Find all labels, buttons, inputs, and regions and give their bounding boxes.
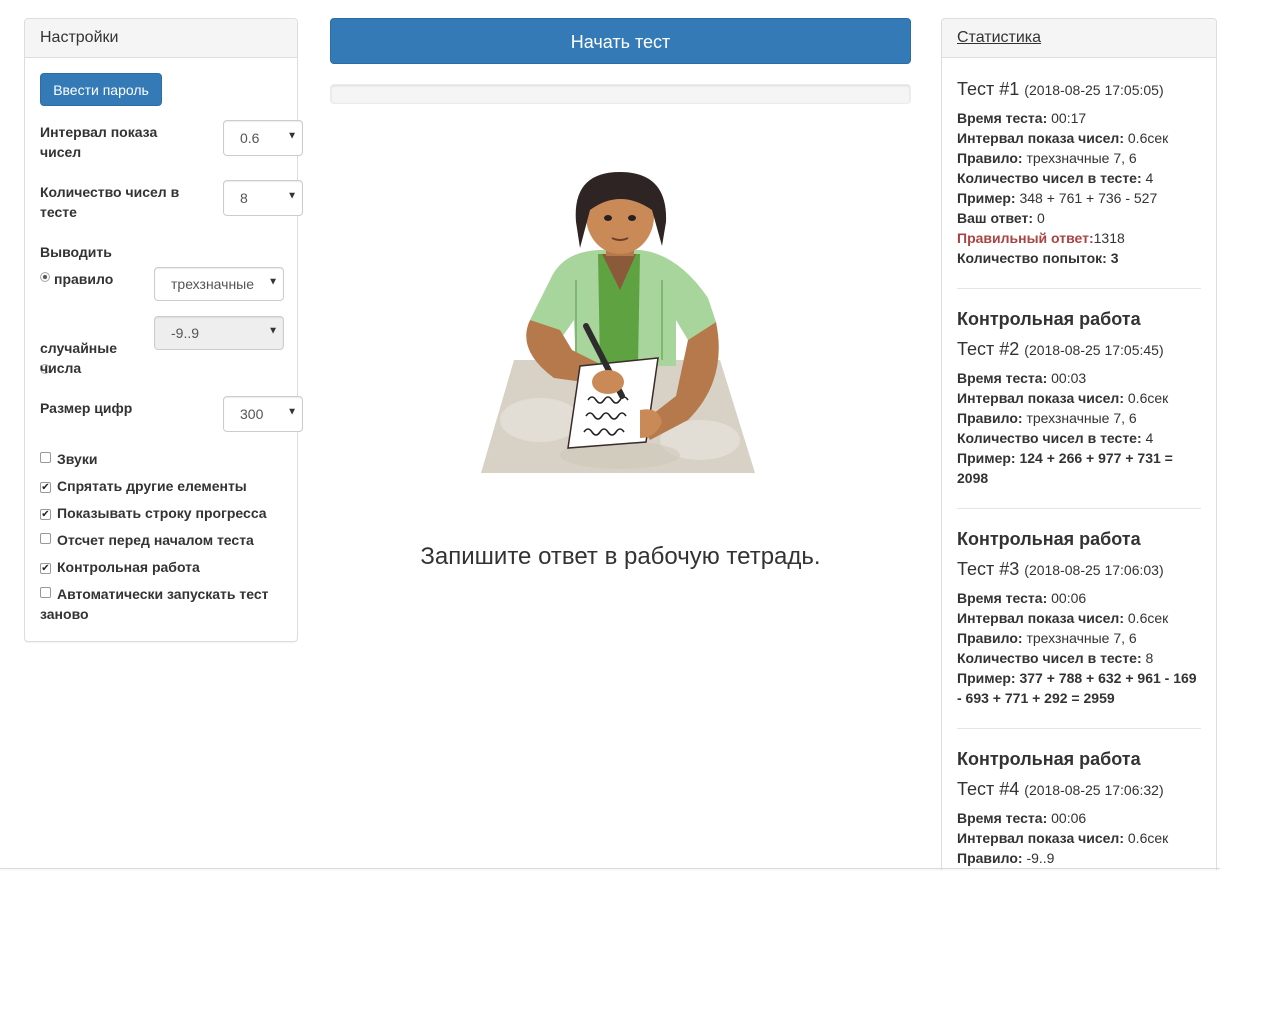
- test-detail-row: [957, 628, 1201, 648]
- test-detail-label: Правило:: [957, 850, 1023, 866]
- test-detail-label: Правильный ответ:: [957, 230, 1094, 246]
- test-detail-label: Количество чисел в тесте:: [957, 430, 1142, 446]
- test-detail-label: Ваш ответ:: [957, 210, 1034, 226]
- digit-size-select[interactable]: [223, 396, 303, 432]
- rule-select-value: трехзначные: [171, 276, 255, 292]
- test-detail-value: 0.6сек: [1127, 130, 1169, 146]
- test-result-entry: [957, 78, 1201, 289]
- rule-radio-option[interactable]: [40, 269, 113, 289]
- countdown-label: Отсчет перед началом теста: [57, 532, 254, 548]
- test-detail-row: [957, 588, 1201, 608]
- progress-bar-label: Показывать строку прогресса: [57, 505, 267, 521]
- test-detail-row: [957, 608, 1201, 628]
- test-detail-row: [957, 368, 1201, 388]
- test-detail-label: Количество чисел в тесте:: [957, 170, 1142, 186]
- progress-bar: [330, 84, 911, 104]
- test-detail-value: 1318: [1093, 230, 1125, 246]
- hide-elements-label: Спрятать другие елементы: [57, 478, 247, 494]
- test-detail-row: [957, 168, 1201, 188]
- test-detail-value: трехзначные 7, 6: [1026, 410, 1137, 426]
- test-detail-value: трехзначные 7, 6: [1026, 630, 1137, 646]
- test-detail-label: Правило:: [957, 630, 1023, 646]
- test-detail-label: Интервал показа чисел:: [957, 830, 1124, 846]
- test-date: (2018-08-25 17:06:03): [1024, 562, 1164, 578]
- test-detail-label: Интервал показа чисел:: [957, 390, 1124, 406]
- sounds-checkbox-row[interactable]: [40, 449, 285, 469]
- statistics-panel: [941, 18, 1217, 870]
- count-select-value: 8: [240, 190, 248, 206]
- caret-down-icon: ▼: [287, 130, 297, 142]
- count-select[interactable]: [223, 180, 303, 216]
- caret-down-icon: ▼: [287, 190, 297, 202]
- test-detail-row: [957, 808, 1201, 828]
- test-detail-label: Интервал показа чисел:: [957, 610, 1124, 626]
- test-detail-label: Пример:: [957, 190, 1016, 206]
- test-detail-value: 348 + 761 + 736 - 527: [1019, 190, 1158, 206]
- test-detail-row: [957, 128, 1201, 148]
- test-detail-value: 3: [1110, 250, 1119, 266]
- test-detail-value: 0.6сек: [1127, 390, 1169, 406]
- random-label: случайные числа: [40, 340, 117, 376]
- start-test-button[interactable]: Начать тест: [330, 18, 911, 64]
- settings-panel: [24, 18, 298, 642]
- test-result-entry: [957, 748, 1201, 870]
- random-range-select: [154, 316, 284, 350]
- countdown-checkbox[interactable]: [40, 533, 51, 544]
- digit-size-value: 300: [240, 406, 264, 422]
- test-result-entry: [957, 528, 1201, 729]
- test-number: Тест #2: [957, 339, 1020, 359]
- test-number: Тест #4: [957, 779, 1020, 799]
- enter-password-button[interactable]: Ввести пароль: [40, 73, 162, 106]
- countdown-checkbox-row[interactable]: [40, 530, 285, 550]
- statistics-link[interactable]: Статистика: [957, 29, 1042, 46]
- random-range-value: -9..9: [171, 325, 200, 341]
- test-title: [957, 78, 1201, 101]
- test-detail-value: -9..9: [1026, 850, 1055, 866]
- test-detail-value: 0.6сек: [1127, 610, 1169, 626]
- test-detail-value: 00:03: [1051, 370, 1087, 386]
- test-detail-row: [957, 848, 1201, 868]
- test-detail-row: [957, 428, 1201, 448]
- page-bottom-divider: [0, 868, 1220, 869]
- count-label: Количество чисел в тесте: [40, 184, 180, 220]
- test-detail-label: Количество чисел в тесте:: [957, 650, 1142, 666]
- test-detail-row: [957, 828, 1201, 848]
- test-detail-label: Пример:: [957, 450, 1016, 466]
- test-detail-value: трехзначные 7, 6: [1026, 150, 1137, 166]
- test-title: [957, 778, 1201, 801]
- test-detail-row: [957, 188, 1201, 208]
- test-detail-value: 0: [1036, 210, 1045, 226]
- test-detail-value: 8: [1145, 650, 1154, 666]
- auto-restart-checkbox[interactable]: [40, 587, 51, 598]
- sounds-label: Звуки: [57, 451, 98, 467]
- test-detail-row: [957, 648, 1201, 668]
- test-detail-label: Время теста:: [957, 810, 1048, 826]
- caret-down-icon: ▼: [287, 406, 297, 418]
- test-detail-value: 4: [1145, 430, 1154, 446]
- test-detail-row: [957, 228, 1201, 248]
- test-detail-row: [957, 108, 1201, 128]
- student-writing-illustration: [480, 170, 756, 476]
- test-detail-value: 0.6сек: [1127, 830, 1169, 846]
- interval-select-value: 0.6: [240, 130, 260, 146]
- interval-label: Интервал показа чисел: [40, 124, 158, 160]
- test-detail-value: 124 + 266 + 977 + 731 = 2098: [957, 450, 1173, 486]
- hide-elements-checkbox-row[interactable]: [40, 476, 285, 496]
- test-date: (2018-08-25 17:06:32): [1024, 782, 1164, 798]
- caret-down-icon: ▼: [268, 276, 278, 288]
- test-detail-row: [957, 208, 1201, 228]
- test-detail-label: Правило:: [957, 410, 1023, 426]
- control-work-checkbox[interactable]: ✔: [41, 563, 50, 574]
- test-detail-label: Время теста:: [957, 370, 1048, 386]
- test-kind: Контрольная работа: [957, 749, 1141, 769]
- digit-size-label: Размер цифр: [40, 400, 133, 416]
- test-detail-row: [957, 248, 1201, 268]
- test-detail-value: 00:17: [1051, 110, 1087, 126]
- test-date: (2018-08-25 17:05:45): [1024, 342, 1164, 358]
- test-detail-value: 00:06: [1051, 810, 1087, 826]
- rule-select[interactable]: [154, 267, 284, 301]
- test-date: (2018-08-25 17:05:05): [1024, 82, 1164, 98]
- auto-restart-checkbox-row[interactable]: [40, 584, 285, 624]
- statistics-list: [942, 58, 1216, 870]
- test-number: Тест #1: [957, 79, 1020, 99]
- test-result-entry: [957, 308, 1201, 509]
- test-detail-row: [957, 148, 1201, 168]
- test-detail-label: Интервал показа чисел:: [957, 130, 1124, 146]
- statistics-heading: [942, 19, 1216, 58]
- test-detail-row: [957, 448, 1201, 488]
- progress-bar-checkbox[interactable]: ✔: [41, 509, 50, 520]
- test-detail-row: [957, 408, 1201, 428]
- sounds-checkbox[interactable]: [40, 452, 51, 463]
- rule-label: правило: [54, 271, 114, 287]
- test-detail-label: Количество попыток:: [957, 250, 1107, 266]
- interval-select[interactable]: [223, 120, 303, 156]
- test-kind: Контрольная работа: [957, 309, 1141, 329]
- test-detail-value: 377 + 788 + 632 + 961 - 169 - 693 + 771 + 292 = 2959: [957, 670, 1197, 706]
- test-detail-row: [957, 668, 1201, 708]
- test-detail-value: 4: [1145, 170, 1154, 186]
- hide-elements-checkbox[interactable]: ✔: [41, 482, 50, 493]
- test-number: Тест #3: [957, 559, 1020, 579]
- test-detail-label: Правило:: [957, 150, 1023, 166]
- test-title: [957, 558, 1201, 581]
- rule-radio[interactable]: [40, 272, 50, 282]
- test-title: [957, 338, 1201, 361]
- output-label: Выводить: [40, 244, 112, 260]
- test-detail-row: [957, 388, 1201, 408]
- auto-restart-label: Автоматически запускать тест заново: [40, 586, 269, 622]
- instruction-message: Запишите ответ в рабочую тетрадь.: [420, 543, 821, 570]
- test-detail-label: Время теста:: [957, 110, 1048, 126]
- test-detail-label: Пример:: [957, 670, 1016, 686]
- test-detail-value: 00:06: [1051, 590, 1087, 606]
- control-work-label: Контрольная работа: [57, 559, 200, 575]
- test-kind: Контрольная работа: [957, 529, 1141, 549]
- progress-bar-checkbox-row[interactable]: [40, 503, 285, 523]
- test-detail-label: Время теста:: [957, 590, 1048, 606]
- settings-title: Настройки: [25, 19, 297, 58]
- control-work-checkbox-row[interactable]: [40, 557, 285, 577]
- caret-down-icon: ▼: [268, 325, 278, 337]
